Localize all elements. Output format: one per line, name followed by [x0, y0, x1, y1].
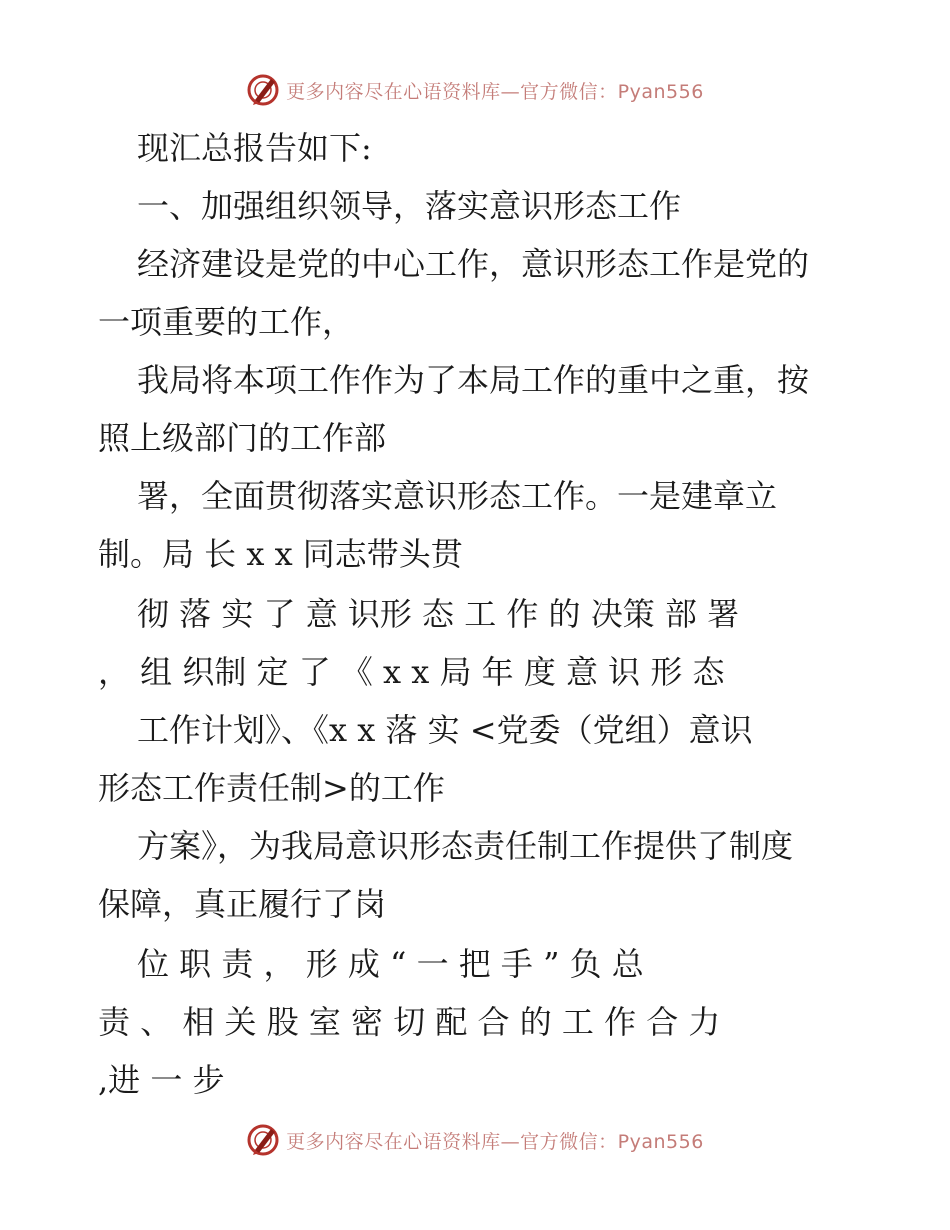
- pen-seal-logo-icon: [246, 73, 280, 107]
- text-line: 工作计划》、《x x 落 实 <党委（党组）意识: [137, 711, 753, 749]
- text-line: 署，全面贯彻落实意识形态工作。一是建章立: [137, 477, 778, 515]
- footer-watermark: [0, 1120, 950, 1160]
- pen-seal-logo-icon: [246, 1123, 280, 1157]
- text-line: 形态工作责任制>的工作: [98, 769, 445, 807]
- text-line: 彻 落 实 了 意 识形 态 工 作 的 决策 部 署: [137, 595, 740, 633]
- text-line: ,进 一 步: [98, 1061, 225, 1099]
- text-line: 照上级部门的工作部: [98, 419, 387, 457]
- text-line: 经济建设是党的中心工作，意识形态工作是党的: [137, 245, 810, 283]
- section-heading: 一、加强组织领导，落实意识形态工作: [137, 187, 682, 225]
- text-line: 方案》，为我局意识形态责任制工作提供了制度: [137, 827, 794, 865]
- text-line: 我局将本项工作作为了本局工作的重中之重，按: [137, 361, 810, 399]
- text-line: 位 职 责 ， 形 成 “ 一 把 手 ” 负 总: [137, 945, 644, 983]
- text-line: 一项重要的工作，: [98, 303, 355, 341]
- text-line: 保障，真正履行了岗: [98, 885, 387, 923]
- watermark-text: 更多内容尽在心语资料库—官方微信：Pyan556: [286, 1130, 704, 1153]
- text-line: ， 组 织制 定 了 《 x x 局 年 度 意 识 形 态: [98, 653, 725, 691]
- header-watermark: [0, 70, 950, 110]
- watermark-text: 更多内容尽在心语资料库—官方微信：Pyan556: [286, 80, 704, 103]
- text-line: 责 、 相 关 股 室 密 切 配 合 的 工 作 合 力: [98, 1003, 721, 1041]
- text-line: 现汇总报告如下:: [137, 129, 372, 167]
- text-line: 制。局 长 x x 同志带头贯: [98, 535, 463, 573]
